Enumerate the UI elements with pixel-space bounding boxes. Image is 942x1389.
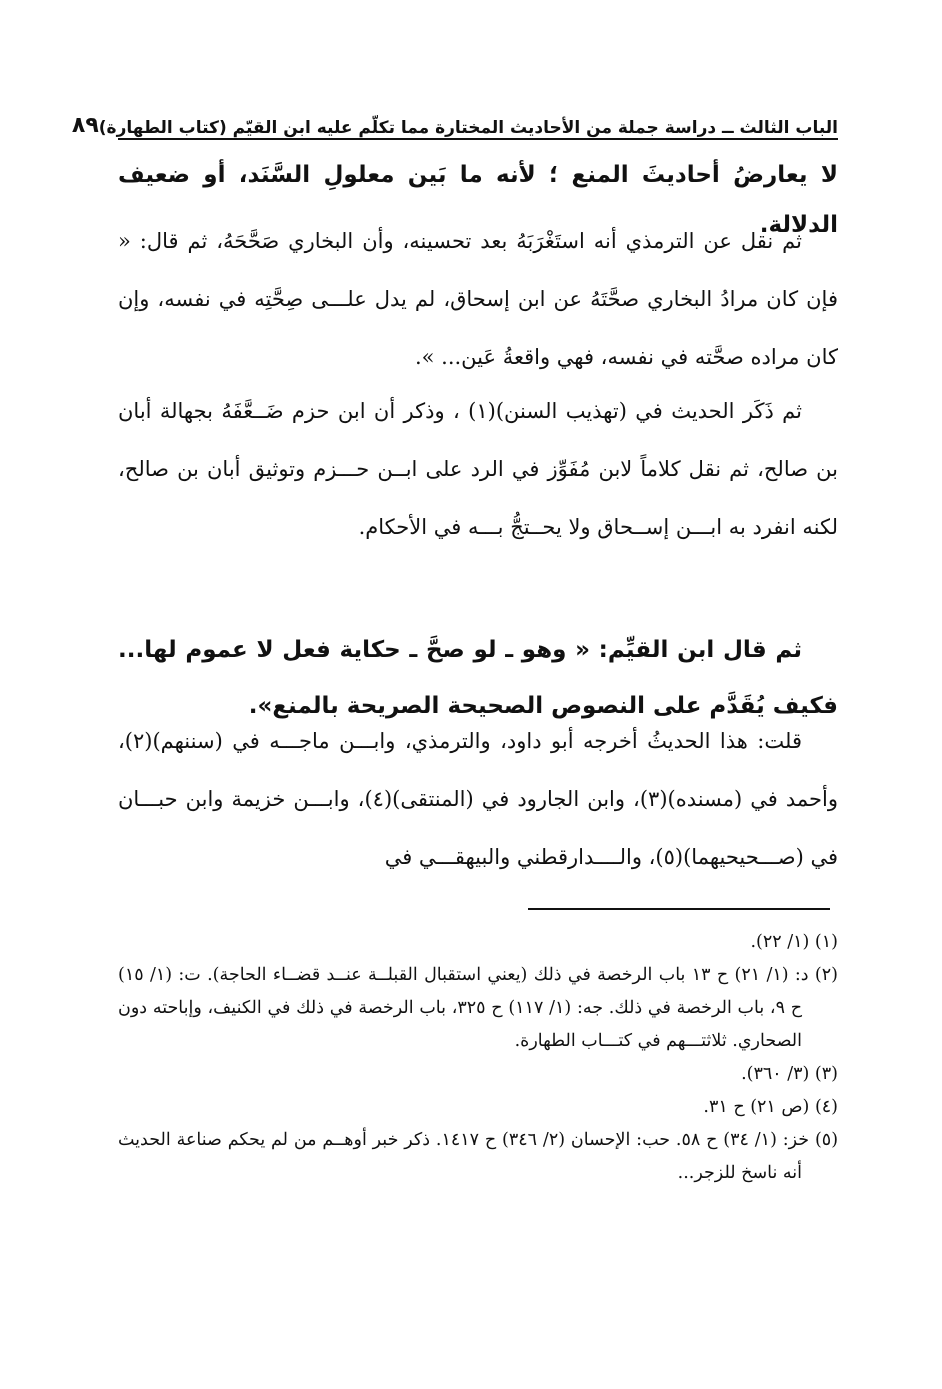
footnote-separator [528, 908, 830, 910]
footnote-1: (١) (١/ ٢٢). [750, 932, 838, 952]
paragraph-3: ثم ذَكَر الحديث في (تهذيب السنن)(١) ، وذكر أن ابن حزم ضَــعَّفَهُ بجهالة أبان بن صالح، ثم نقل كلاماً لابن مُفَوِّز في الرد على ابــن حـــزم وتوثيق أبان بن صالح، لكنه انفرد به ابـــن إســحاق ولا يحــتجُّ بـــه في الأحكام. [118, 399, 838, 539]
paragraph-2: ثم نقل عن الترمذي أنه استَغْرَبَهُ بعد تحسينه، وأن البخاري صَحَّحَهُ، ثم قال: « فإن كان مرادُ البخاري صحَّتَهُ عن ابن إسحاق، لم يدل علـــى صِحَّتِه في نفسه، وإن كان مراده صحَّته في نفسه، فهي واقعةُ عَين... ». [118, 229, 838, 369]
footnotes [118, 926, 838, 1190]
paragraph-bold-4: ثم قال ابن القيِّم: « وهو ـ لو صحَّ ـ حكاية فعل لا عموم لها... فكيف يُقَدَّم على النصوص الصحيحة الصريحة بالمنع». [118, 637, 838, 719]
paragraph-bold-1: لا يعارضُ أحاديثَ المنع ؛ لأنه ما بَين معلولِ السَّنَد، أو ضعيف الدلالة. [118, 162, 838, 238]
running-title: الباب الثالث ــ دراسة جملة من الأحاديث المختارة مما تكلّم عليه ابن القيّم (كتاب الطهارة) [98, 118, 838, 138]
header-rule [118, 138, 838, 140]
footnote-2: (٢) د: (١/ ٢١) ح ١٣ باب الرخصة في ذلك (يعني استقبال القبلــة عنــد قضــاء الحاجة). ت: (١/ ١٥) ح ٩، باب الرخصة في ذلك. جه: (١/ ١١٧) ح ٣٢٥، باب الرخصة في ذلك في الكنيف، وإباحته دون الصحاري. ثلاثتـــهم في كتـــاب الطهارة. [118, 965, 838, 1051]
paragraph-5: قلت: هذا الحديثُ أخرجه أبو داود، والترمذي، وابـــن ماجـــه في (سننهم)(٢)، وأحمد في (مسنده)(٣)، وابن الجارود في (المنتقى)(٤)، وابـــن خزيمة وابن حبـــان في (صـــحيحيهما)(٥)، والــــدارقطني والبيهقـــي في [118, 729, 838, 869]
footnote-4: (٤) (ص ٢١) ح ٣١. [703, 1097, 838, 1117]
footnote-5: (٥) خز: (١/ ٣٤) ح ٥٨. حب: الإحسان (٢/ ٣٤٦) ح ١٤١٧. ذكر خبر أوهــم من لم يحكم صناعة الحديث أنه ناسخ للزجر... [118, 1130, 839, 1183]
page-header [71, 100, 838, 138]
footnote-3: (٣) (٣/ ٣٦٠). [741, 1064, 838, 1084]
page-number: ٨٩ [71, 113, 99, 138]
